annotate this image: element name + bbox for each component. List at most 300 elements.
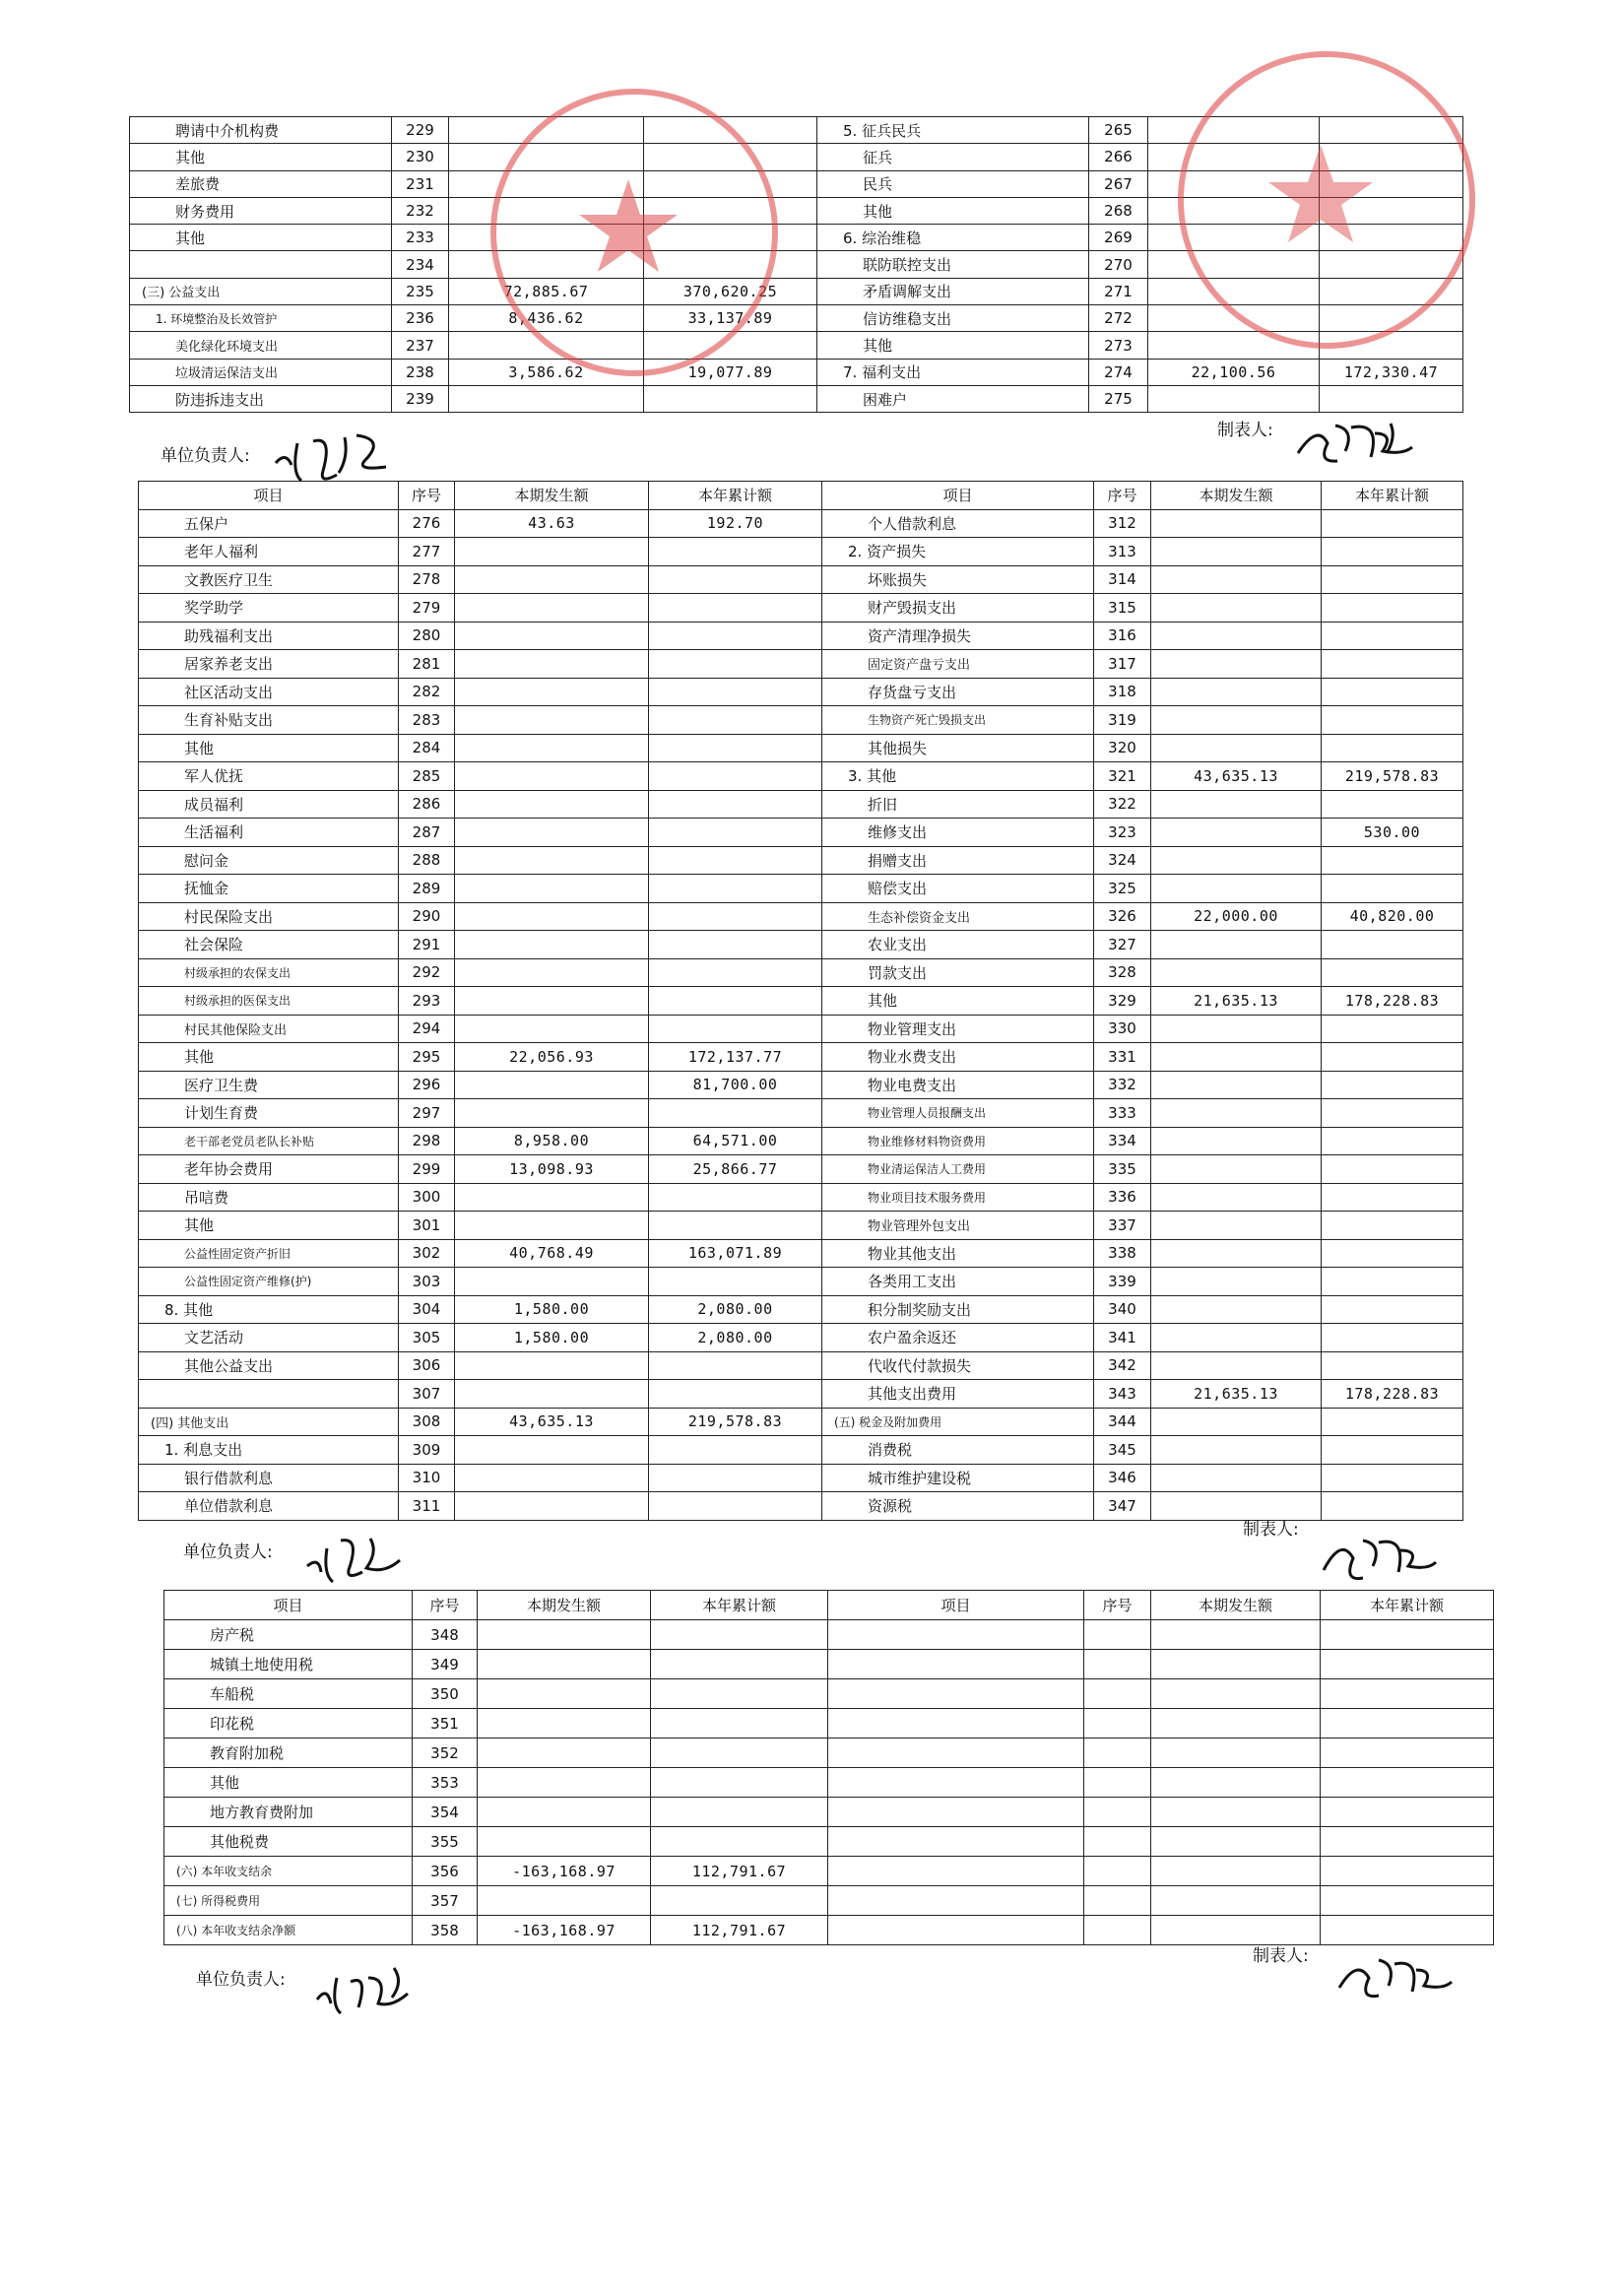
preparer-label-1: 制表人: — [1217, 421, 1273, 440]
row-seq: 356 — [413, 1857, 478, 1886]
row-ytd — [649, 1015, 822, 1043]
row-ytd: 219,578.83 — [1322, 762, 1463, 791]
row-item: 困难户 — [817, 385, 1089, 412]
row-item: 生态补偿资金支出 — [822, 902, 1094, 931]
empty-cell — [828, 1886, 1084, 1916]
preparer-label-2: 制表人: — [1243, 1520, 1299, 1540]
empty-cell — [1151, 1886, 1321, 1916]
empty-cell — [828, 1857, 1084, 1886]
row-current — [455, 1015, 649, 1043]
row-seq: 299 — [399, 1155, 455, 1184]
row-seq: 353 — [413, 1768, 478, 1798]
row-item: 物业维修材料物资费用 — [822, 1127, 1094, 1155]
row-ytd — [649, 1099, 822, 1128]
row-current — [1151, 706, 1322, 735]
row-current — [1151, 1099, 1322, 1128]
table-row — [139, 1239, 1463, 1268]
header-ytd: 本年累计额 — [1321, 1591, 1494, 1620]
row-item: 奖学助学 — [139, 594, 399, 623]
row-current — [1151, 594, 1322, 623]
row-seq: 284 — [399, 734, 455, 762]
empty-cell — [1084, 1886, 1151, 1916]
row-item: 联防联控支出 — [817, 251, 1089, 278]
row-seq: 313 — [1094, 538, 1151, 566]
row-ytd — [649, 819, 822, 847]
row-current: 43,635.13 — [1151, 762, 1322, 791]
expense-table-3 — [163, 1590, 1494, 1945]
row-seq: 351 — [413, 1709, 478, 1738]
row-item: 五保户 — [139, 509, 399, 538]
row-current — [1151, 1071, 1322, 1099]
row-current — [455, 762, 649, 791]
row-item: 消费税 — [822, 1436, 1094, 1465]
row-current — [1151, 846, 1322, 875]
row-item — [139, 1380, 399, 1409]
row-current — [1151, 819, 1322, 847]
empty-cell — [1084, 1827, 1151, 1857]
empty-cell — [828, 1650, 1084, 1679]
row-ytd — [1322, 650, 1463, 679]
row-ytd — [1322, 790, 1463, 819]
row-seq: 317 — [1094, 650, 1151, 679]
row-item: (四) 其他支出 — [139, 1408, 399, 1436]
row-current — [1151, 734, 1322, 762]
row-seq: 328 — [1094, 958, 1151, 987]
row-item: 5. 征兵民兵 — [817, 117, 1089, 144]
empty-cell — [1151, 1709, 1321, 1738]
empty-cell — [1321, 1738, 1494, 1768]
table-row — [164, 1650, 1494, 1679]
empty-cell — [1321, 1679, 1494, 1709]
row-item: 资产清理净损失 — [822, 622, 1094, 650]
row-ytd — [649, 875, 822, 903]
table-row — [139, 1324, 1463, 1352]
row-ytd — [1322, 706, 1463, 735]
row-seq: 337 — [1094, 1212, 1151, 1240]
row-current — [455, 1212, 649, 1240]
empty-cell — [1151, 1916, 1321, 1945]
row-ytd: 2,080.00 — [649, 1324, 822, 1352]
row-current — [1151, 1155, 1322, 1184]
table-row — [139, 1351, 1463, 1380]
table-row — [164, 1768, 1494, 1798]
row-ytd — [1322, 846, 1463, 875]
empty-cell — [1084, 1798, 1151, 1827]
row-current — [1151, 1464, 1322, 1492]
row-seq: 357 — [413, 1886, 478, 1916]
row-seq: 283 — [399, 706, 455, 735]
table-row — [164, 1620, 1494, 1650]
row-current — [478, 1798, 651, 1827]
row-current — [1151, 650, 1322, 679]
row-item: 征兵 — [817, 144, 1089, 170]
row-item: 文艺活动 — [139, 1324, 399, 1352]
row-item: 单位借款利息 — [139, 1492, 399, 1521]
row-item: 地方教育费附加 — [164, 1798, 413, 1827]
row-seq: 280 — [399, 622, 455, 650]
row-seq: 332 — [1094, 1071, 1151, 1099]
row-item: 折旧 — [822, 790, 1094, 819]
empty-cell — [1084, 1650, 1151, 1679]
header-ytd: 本年累计额 — [651, 1591, 828, 1620]
table-row — [164, 1916, 1494, 1945]
row-ytd — [649, 987, 822, 1016]
row-item: 其他 — [130, 144, 392, 170]
row-item: 物业管理人员报酬支出 — [822, 1099, 1094, 1128]
row-ytd — [1322, 958, 1463, 987]
table-row — [139, 1380, 1463, 1409]
empty-cell — [1321, 1709, 1494, 1738]
row-current — [1151, 1183, 1322, 1212]
row-ytd: 370,620.25 — [644, 278, 817, 304]
row-current: 8,958.00 — [455, 1127, 649, 1155]
row-ytd — [1322, 1268, 1463, 1296]
row-seq: 271 — [1089, 278, 1148, 304]
row-ytd — [1322, 1212, 1463, 1240]
empty-cell — [1151, 1620, 1321, 1650]
unit-head-signature-1 — [268, 424, 416, 492]
row-seq: 327 — [1094, 931, 1151, 959]
row-ytd — [649, 902, 822, 931]
row-item: 居家养老支出 — [139, 650, 399, 679]
row-item: 代收代付款损失 — [822, 1351, 1094, 1380]
row-current — [455, 622, 649, 650]
row-current — [455, 1492, 649, 1521]
row-seq: 306 — [399, 1351, 455, 1380]
row-seq: 229 — [392, 117, 449, 144]
row-current: 8,436.62 — [449, 305, 644, 332]
empty-cell — [828, 1768, 1084, 1798]
row-ytd — [651, 1679, 828, 1709]
row-seq: 297 — [399, 1099, 455, 1128]
row-seq: 323 — [1094, 819, 1151, 847]
row-current — [455, 819, 649, 847]
empty-cell — [1321, 1827, 1494, 1857]
unit-head-label-2: 单位负责人: — [183, 1542, 273, 1562]
table-row — [139, 706, 1463, 735]
row-seq: 300 — [399, 1183, 455, 1212]
row-ytd — [1322, 538, 1463, 566]
row-seq: 352 — [413, 1738, 478, 1768]
row-current — [455, 1099, 649, 1128]
row-current — [1151, 1324, 1322, 1352]
row-seq: 322 — [1094, 790, 1151, 819]
row-current — [455, 1436, 649, 1465]
header-item: 项目 — [828, 1591, 1084, 1620]
row-current — [1151, 1015, 1322, 1043]
row-item: 财产毁损支出 — [822, 594, 1094, 623]
empty-cell — [1321, 1620, 1494, 1650]
row-ytd — [651, 1827, 828, 1857]
empty-cell — [1151, 1650, 1321, 1679]
header-current: 本期发生额 — [478, 1591, 651, 1620]
row-item: 积分制奖励支出 — [822, 1295, 1094, 1324]
row-current: 13,098.93 — [455, 1155, 649, 1184]
table-row — [139, 1464, 1463, 1492]
table-row — [139, 1268, 1463, 1296]
row-item: 村级承担的医保支出 — [139, 987, 399, 1016]
row-current: 22,000.00 — [1151, 902, 1322, 931]
row-ytd — [649, 1492, 822, 1521]
row-item: 其他 — [817, 332, 1089, 359]
row-ytd: 178,228.83 — [1322, 987, 1463, 1016]
row-current — [455, 706, 649, 735]
row-item: 其他 — [822, 987, 1094, 1016]
row-seq: 237 — [392, 332, 449, 359]
empty-cell — [1084, 1679, 1151, 1709]
row-seq: 329 — [1094, 987, 1151, 1016]
row-seq: 266 — [1089, 144, 1148, 170]
row-item: 成员福利 — [139, 790, 399, 819]
row-seq: 311 — [399, 1492, 455, 1521]
row-item: 物业水费支出 — [822, 1043, 1094, 1072]
row-item: 农业支出 — [822, 931, 1094, 959]
row-current — [1151, 622, 1322, 650]
row-item: 计划生育费 — [139, 1099, 399, 1128]
table-row — [139, 875, 1463, 903]
row-current — [1151, 1127, 1322, 1155]
table-row — [139, 1408, 1463, 1436]
row-seq: 325 — [1094, 875, 1151, 903]
row-current — [455, 902, 649, 931]
row-item: 文教医疗卫生 — [139, 565, 399, 594]
table-row — [139, 1155, 1463, 1184]
table-row — [139, 734, 1463, 762]
table-row — [139, 987, 1463, 1016]
row-item: 罚款支出 — [822, 958, 1094, 987]
table-row — [139, 650, 1463, 679]
row-ytd: 2,080.00 — [649, 1295, 822, 1324]
empty-cell — [1084, 1709, 1151, 1738]
row-seq: 270 — [1089, 251, 1148, 278]
row-seq: 292 — [399, 958, 455, 987]
row-item: 其他公益支出 — [139, 1351, 399, 1380]
row-current: 1,580.00 — [455, 1295, 649, 1324]
row-current — [455, 565, 649, 594]
row-seq: 312 — [1094, 509, 1151, 538]
header-seq: 序号 — [1094, 482, 1151, 510]
row-seq: 334 — [1094, 1127, 1151, 1155]
row-current — [455, 1351, 649, 1380]
row-seq: 298 — [399, 1127, 455, 1155]
row-ytd — [1320, 385, 1463, 412]
row-item: 聘请中介机构费 — [130, 117, 392, 144]
row-current — [1151, 958, 1322, 987]
row-item: 物业其他支出 — [822, 1239, 1094, 1268]
row-ytd — [1322, 1295, 1463, 1324]
table-row — [139, 678, 1463, 706]
row-ytd — [649, 846, 822, 875]
empty-cell — [1151, 1768, 1321, 1798]
row-ytd — [649, 565, 822, 594]
row-item: 赔偿支出 — [822, 875, 1094, 903]
row-ytd: 33,137.89 — [644, 305, 817, 332]
row-ytd — [651, 1798, 828, 1827]
table-row — [164, 1798, 1494, 1827]
empty-cell — [1321, 1768, 1494, 1798]
row-item: 差旅费 — [130, 170, 392, 197]
header-seq: 序号 — [399, 482, 455, 510]
table-row — [139, 1295, 1463, 1324]
row-seq: 326 — [1094, 902, 1151, 931]
empty-cell — [828, 1798, 1084, 1827]
table-row — [139, 565, 1463, 594]
table-row — [139, 509, 1463, 538]
row-ytd — [649, 790, 822, 819]
row-item: 医疗卫生费 — [139, 1071, 399, 1099]
row-item: 物业电费支出 — [822, 1071, 1094, 1099]
row-item: 其他 — [139, 734, 399, 762]
row-item: (六) 本年收支结余 — [164, 1857, 413, 1886]
row-ytd — [1322, 734, 1463, 762]
table-row — [164, 1709, 1494, 1738]
row-current: 40,768.49 — [455, 1239, 649, 1268]
row-seq: 294 — [399, 1015, 455, 1043]
row-seq: 339 — [1094, 1268, 1151, 1296]
row-item: 村民保险支出 — [139, 902, 399, 931]
table-row — [139, 1015, 1463, 1043]
table-row — [139, 1183, 1463, 1212]
row-ytd: 530.00 — [1322, 819, 1463, 847]
header-current: 本期发生额 — [1151, 482, 1322, 510]
row-seq: 324 — [1094, 846, 1151, 875]
row-seq: 231 — [392, 170, 449, 197]
expense-table-2 — [138, 481, 1463, 1521]
row-seq: 282 — [399, 678, 455, 706]
row-item: 生物资产死亡毁损支出 — [822, 706, 1094, 735]
row-ytd — [651, 1886, 828, 1916]
row-ytd: 19,077.89 — [644, 359, 817, 385]
row-current — [1151, 790, 1322, 819]
row-seq: 238 — [392, 359, 449, 385]
row-seq: 355 — [413, 1827, 478, 1857]
row-seq: 286 — [399, 790, 455, 819]
row-ytd — [649, 734, 822, 762]
row-seq: 330 — [1094, 1015, 1151, 1043]
row-current — [455, 1183, 649, 1212]
unit-head-signature-2 — [301, 1527, 420, 1596]
preparer-signature-2 — [1316, 1525, 1444, 1594]
row-ytd — [651, 1738, 828, 1768]
row-ytd — [649, 1436, 822, 1465]
row-ytd — [649, 1380, 822, 1409]
row-seq: 342 — [1094, 1351, 1151, 1380]
row-item: 吊唁费 — [139, 1183, 399, 1212]
empty-cell — [1151, 1827, 1321, 1857]
row-current — [1148, 385, 1320, 412]
header-ytd: 本年累计额 — [649, 482, 822, 510]
table-row — [139, 1071, 1463, 1099]
row-current — [1151, 1351, 1322, 1380]
row-ytd — [649, 1351, 822, 1380]
empty-cell — [1321, 1916, 1494, 1945]
row-seq: 285 — [399, 762, 455, 791]
unit-head-signature-3 — [311, 1958, 420, 2027]
row-current — [455, 846, 649, 875]
table-row — [139, 902, 1463, 931]
row-current — [1151, 1043, 1322, 1072]
preparer-signature-3 — [1331, 1948, 1459, 2007]
row-item: 捐赠支出 — [822, 846, 1094, 875]
empty-cell — [828, 1916, 1084, 1945]
empty-cell — [828, 1709, 1084, 1738]
row-seq: 278 — [399, 565, 455, 594]
row-item: 其他税费 — [164, 1827, 413, 1857]
empty-cell — [828, 1679, 1084, 1709]
empty-cell — [1084, 1738, 1151, 1768]
row-item: 1. 环境整治及长效管护 — [130, 305, 392, 332]
row-item: 村级承担的农保支出 — [139, 958, 399, 987]
row-seq: 230 — [392, 144, 449, 170]
row-item: 其他 — [139, 1043, 399, 1072]
table-row — [164, 1886, 1494, 1916]
row-current — [1151, 1212, 1322, 1240]
row-current — [455, 678, 649, 706]
row-item: 公益性固定资产维修(护) — [139, 1268, 399, 1296]
row-ytd — [649, 1212, 822, 1240]
row-ytd — [649, 678, 822, 706]
row-seq: 348 — [413, 1620, 478, 1650]
row-ytd: 172,330.47 — [1320, 359, 1463, 385]
row-seq: 347 — [1094, 1492, 1151, 1521]
row-seq: 273 — [1089, 332, 1148, 359]
table-row — [139, 846, 1463, 875]
row-item: 物业管理支出 — [822, 1015, 1094, 1043]
row-ytd — [649, 1464, 822, 1492]
header-item: 项目 — [164, 1591, 413, 1620]
row-seq: 345 — [1094, 1436, 1151, 1465]
row-item: 民兵 — [817, 170, 1089, 197]
row-seq: 341 — [1094, 1324, 1151, 1352]
row-current — [1151, 1295, 1322, 1324]
row-ytd — [1322, 1127, 1463, 1155]
table-row — [164, 1738, 1494, 1768]
row-current — [455, 1268, 649, 1296]
row-seq: 315 — [1094, 594, 1151, 623]
row-item: 物业管理外包支出 — [822, 1212, 1094, 1240]
row-item: 农户盈余返还 — [822, 1324, 1094, 1352]
row-item: 公益性固定资产折旧 — [139, 1239, 399, 1268]
row-ytd: 81,700.00 — [649, 1071, 822, 1099]
empty-cell — [1321, 1857, 1494, 1886]
row-ytd: 40,820.00 — [1322, 902, 1463, 931]
row-item: 印花税 — [164, 1709, 413, 1738]
row-seq: 346 — [1094, 1464, 1151, 1492]
row-seq: 338 — [1094, 1239, 1151, 1268]
row-seq: 233 — [392, 225, 449, 251]
row-ytd — [1322, 1351, 1463, 1380]
row-seq: 265 — [1089, 117, 1148, 144]
row-item: 社区活动支出 — [139, 678, 399, 706]
row-ytd — [651, 1650, 828, 1679]
row-current: 3,586.62 — [449, 359, 644, 385]
empty-cell — [1321, 1886, 1494, 1916]
empty-cell — [1321, 1798, 1494, 1827]
row-ytd — [1322, 1324, 1463, 1352]
row-item: 2. 资产损失 — [822, 538, 1094, 566]
table-row — [130, 359, 1463, 385]
table-row — [139, 1212, 1463, 1240]
row-item: 美化绿化环境支出 — [130, 332, 392, 359]
row-current — [455, 538, 649, 566]
row-seq: 277 — [399, 538, 455, 566]
row-ytd — [651, 1620, 828, 1650]
row-item: 老年协会费用 — [139, 1155, 399, 1184]
row-item: 房产税 — [164, 1620, 413, 1650]
table-row — [139, 1043, 1463, 1072]
row-ytd — [649, 594, 822, 623]
row-ytd — [1322, 594, 1463, 623]
